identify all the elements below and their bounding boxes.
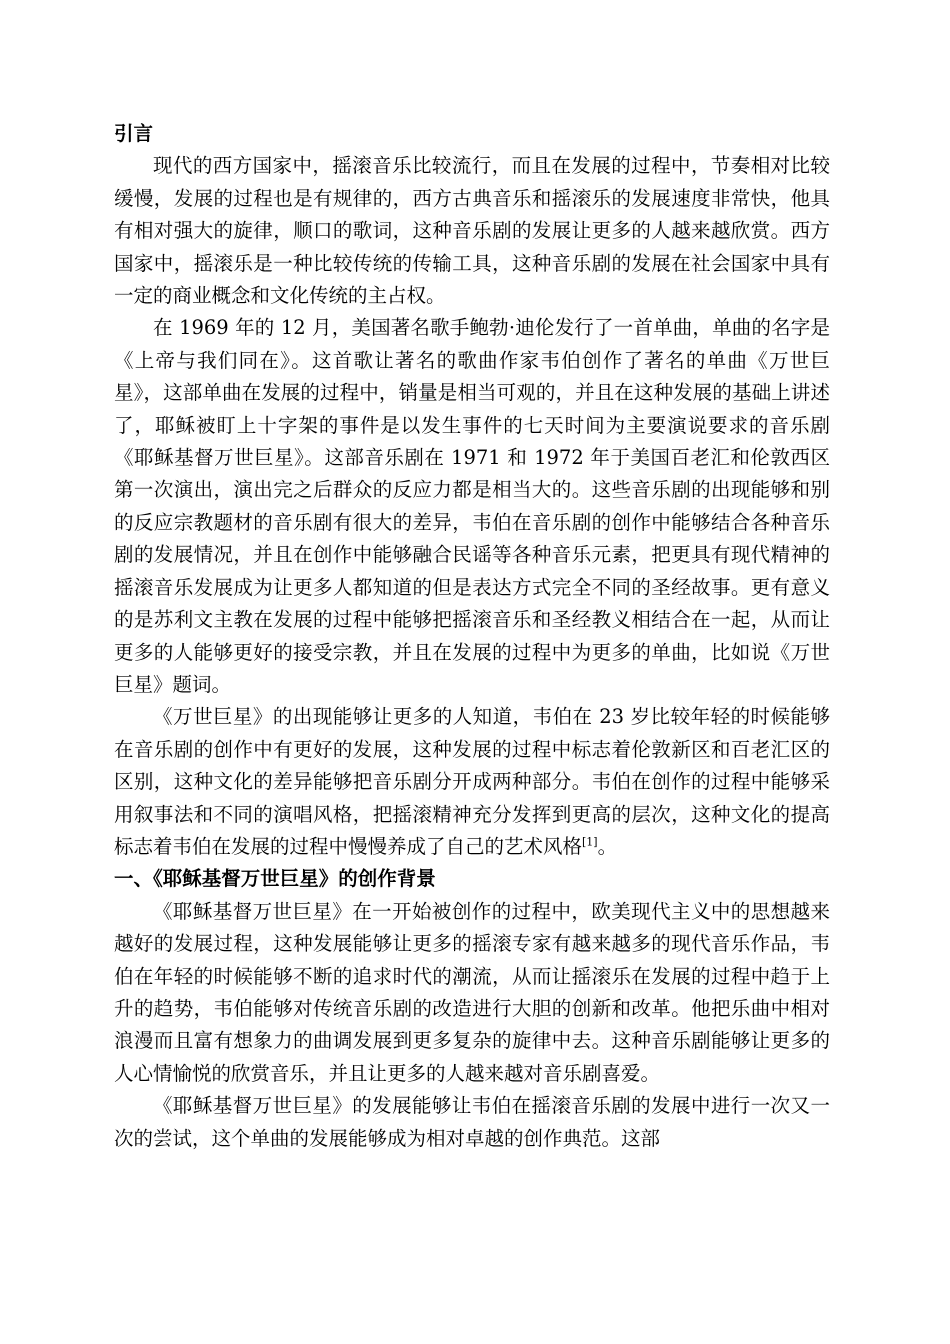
paragraph-intro-1: 现代的西方国家中，摇滚音乐比较流行，而且在发展的过程中，节奏相对比较缓慢，发展的过程也是有规律的，西方古典音乐和摇滚乐的发展速度非常快，他具有相对强大的旋律，顺口的歌词，这种音乐剧的发展让更多的人越来越欣赏。西方国家中，摇滚乐是一种比较传统的传输工具，这种音乐剧的发展在社会国家中具有一定的商业概念和文化传统的主占权。 [114,154,830,308]
paragraph-intro-3 [114,701,830,863]
paragraph-intro-3-text: 《万世巨星》的出现能够让更多的人知道，韦伯在 23 岁比较年轻的时候能够在音乐剧的创作中有更好的发展，这种发展的过程中标志着伦敦新区和百老汇区的区别，这种文化的差异能够把音乐剧分开成两种部分。韦伯在创作的过程中能够采用叙事法和不同的演唱风格，把摇滚精神充分发挥到更高的层次，这种文化的提高标志着韦伯在发展的过程中慢慢养成了自己的艺术风格 [114,705,830,858]
paragraph-section1-1: 《耶稣基督万世巨星》在一开始被创作的过程中，欧美现代主义中的思想越来越好的发展过程，这种发展能够让更多的摇滚专家有越来越多的现代音乐作品，韦伯在年轻的时候能够不断的追求时代的潮流，从而让摇滚乐在发展的过程中趋于上升的趋势，韦伯能够对传统音乐剧的改造进行大胆的创新和改革。他把乐曲中相对浪漫而且富有想象力的曲调发展到更多复杂的旋律中去。这种音乐剧能够让更多的人心情愉悦的欣赏音乐，并且让更多的人越来越对音乐剧喜爱。 [114,899,830,1085]
heading-introduction: 引言 [114,122,154,145]
paragraph-intro-2: 在 1969 年的 12 月，美国著名歌手鲍勃·迪伦发行了一首单曲，单曲的名字是《上帝与我们同在》。这首歌让著名的歌曲作家韦伯创作了著名的单曲《万世巨星》，这部单曲在发展的过程中，销量是相当可观的，并且在这种发展的基础上讲述了，耶稣被盯上十字架的事件是以发生事件的七天时间为主要演说要求的音乐剧《耶稣基督万世巨星》。这部音乐剧在 1971 和 1972 年于美国百老汇和伦敦西区第一次演出，演出完之后群众的反应力都是相当大的。这些音乐剧的出现能够和别的反应宗教题材的音乐剧有很大的差异，韦伯在音乐剧的创作中能够结合各种音乐剧的发展情况，并且在创作中能够融合民谣等各种音乐元素，把更具有现代精神的摇滚音乐发展成为让更多人都知道的但是表达方式完全不同的圣经故事。更有意义的是苏利文主教在发展的过程中能够把摇滚音乐和圣经教义相结合在一起，从而让更多的人能够更好的接受宗教，并且在发展的过程中为更多的单曲，比如说《万世巨星》题词。 [114,316,830,696]
heading-section-1: 一、《耶稣基督万世巨星》的创作背景 [114,867,436,891]
paragraph-intro-3-end: 。 [597,834,618,858]
document-body [114,118,830,1155]
citation-ref-1[interactable]: [1] [582,835,598,849]
paragraph-section1-2: 《耶稣基督万世巨星》的发展能够让韦伯在摇滚音乐剧的发展中进行一次又一次的尝试，这个单曲的发展能够成为相对卓越的创作典范。这部 [114,1094,830,1150]
